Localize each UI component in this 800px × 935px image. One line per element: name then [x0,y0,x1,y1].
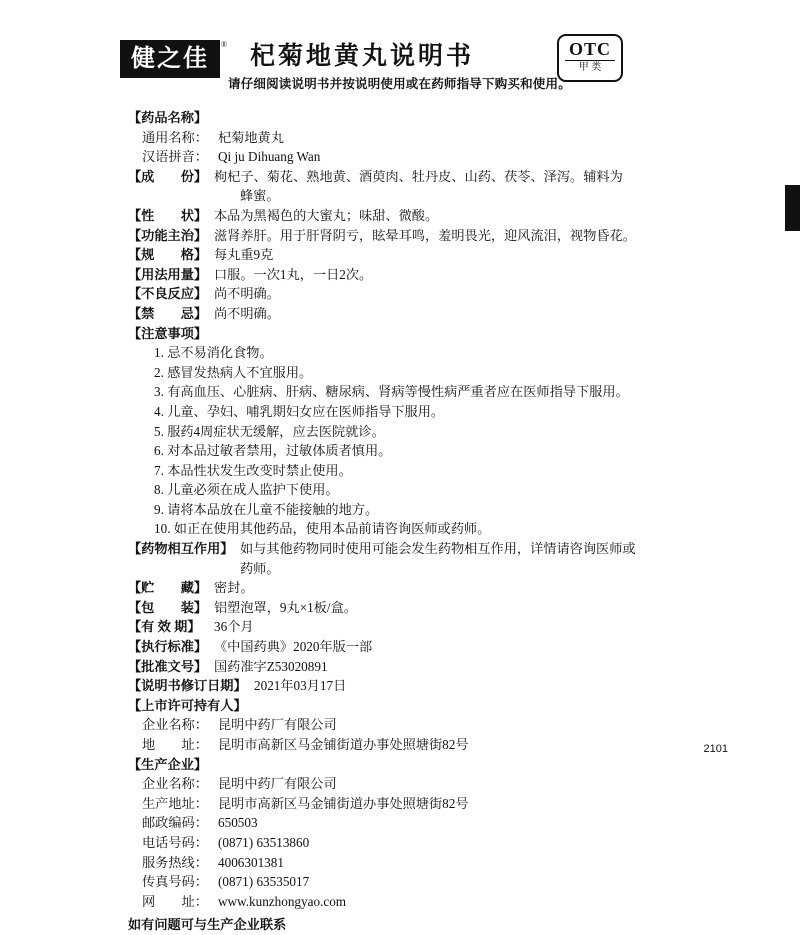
otc-badge-label: OTC [568,39,611,59]
common-name-value: 杞菊地黄丸 [218,129,284,145]
mah-label: 【上市许可持有人】 [128,697,247,713]
mah-company-value: 昆明中药厂有限公司 [218,717,337,733]
document-subtitle: 请仔细阅读说明书并按说明使用或在药师指导下购买和使用。 [228,77,571,91]
validity-value: 36个月 [214,619,254,635]
specification-label: 【规 格】 [128,247,208,263]
precaution-item: 2. 感冒发热病人不宜服用。 [154,364,313,380]
mah-company-label: 企业名称： [142,717,208,733]
package-label: 【包 装】 [128,599,208,615]
adverse-reactions-label: 【不良反应】 [128,286,208,302]
section-adverse-reactions [128,284,688,304]
indications-value: 滋肾养肝。用于肝肾阴亏，眩晕耳鸣，羞明畏光，迎风流泪，视物昏花。 [214,227,636,243]
field-mah-company [128,715,688,735]
drug-interactions-value: 如与其他药物同时使用可能会发生药物相互作用，详情请咨询医师或 [240,541,636,557]
adverse-reactions-value: 尚不明确。 [214,286,280,302]
section-mah [128,696,688,716]
drug-interactions-value-continued: 药师。 [240,560,280,576]
section-ingredients [128,167,688,187]
section-contraindications [128,304,688,324]
package-value: 铝塑泡罩，9丸×1板/盒。 [214,599,357,615]
mfr-address-label: 生产地址： [142,795,208,811]
mfr-address-value: 昆明市高新区马金铺街道办事处照塘街82号 [218,795,469,811]
dosage-value: 口服。一次1丸，一日2次。 [214,266,373,282]
pinyin-value: Qi ju Dihuang Wan [218,149,321,165]
section-manufacturer [128,755,688,775]
field-pinyin [128,147,688,167]
precautions-label: 【注意事项】 [128,325,208,341]
otc-badge [557,34,623,82]
field-hotline [128,853,688,873]
mah-address-label: 地 址： [142,737,208,752]
storage-value: 密封。 [214,580,254,596]
section-properties [128,206,688,226]
field-common-name [128,128,688,148]
section-drug-interactions [128,539,688,559]
field-mfr-address [128,794,688,814]
revision-date-label: 【说明书修订日期】 [128,678,247,694]
website-value: www.kunzhongyao.com [218,893,347,909]
website-label: 网 址： [142,893,208,909]
section-approval-number [128,657,688,677]
ingredients-label: 【成 份】 [128,168,208,184]
dosage-label: 【用法用量】 [128,266,208,282]
mfr-company-label: 企业名称： [142,776,208,792]
manufacturer-label: 【生产企业】 [128,756,208,772]
section-indications [128,226,688,246]
drug-name-label: 【药品名称】 [128,110,208,125]
brand-logo: 健之佳 [120,40,220,78]
approval-number-value: 国药准字Z53020891 [214,658,328,674]
field-mah-address [128,735,688,755]
properties-label: 【性 状】 [128,207,208,223]
ingredients-value-continued: 蜂蜜。 [240,188,280,204]
document-header [120,38,690,96]
section-precautions [128,324,688,344]
precaution-item: 4. 儿童、孕妇、哺乳期妇女应在医师指导下服用。 [154,403,445,419]
field-mfr-company [128,774,688,794]
indications-label: 【功能主治】 [128,227,208,243]
print-registration-mark [785,185,800,231]
section-revision-date [128,676,688,696]
leaflet-content [128,108,688,935]
ingredients-value: 枸杞子、菊花、熟地黄、酒萸肉、牡丹皮、山药、茯苓、泽泻。辅料为 [214,168,623,184]
pinyin-label: 汉语拼音： [142,149,208,165]
contraindications-label: 【禁 忌】 [128,305,208,321]
common-name-label: 通用名称： [142,129,208,145]
hotline-value: 4006301381 [218,854,284,870]
footer-note: 如有问题可与生产企业联系 [128,917,287,933]
specification-value: 每丸重9克 [214,247,274,263]
mah-address-value: 昆明市高新区马金铺街道办事处照塘街82号 [218,737,469,752]
precaution-item: 6. 对本品过敏者禁用，过敏体质者慎用。 [154,443,392,459]
field-website [128,892,688,912]
phone-label: 电话号码： [142,834,208,850]
storage-label: 【贮 藏】 [128,580,208,596]
standard-value: 《中国药典》2020年版一部 [214,639,373,655]
hotline-label: 服务热线： [142,854,208,870]
contraindications-value: 尚不明确。 [214,305,280,321]
postcode-value: 650503 [218,815,258,831]
standard-label: 【执行标准】 [128,639,208,655]
postcode-label: 邮政编码： [142,815,208,831]
section-drug-name [128,108,688,128]
section-dosage [128,265,688,285]
precaution-item: 9. 请将本品放在儿童不能接触的地方。 [154,501,379,517]
precaution-item: 3. 有高血压、心脏病、肝病、糖尿病、肾病等慢性病严重者应在医师指导下服用。 [154,384,629,400]
fax-label: 传真号码： [142,874,208,890]
field-fax [128,872,688,892]
precaution-item: 5. 服药4周症状无缓解，应去医院就诊。 [154,423,385,439]
validity-label: 【有 效 期】 [128,619,201,635]
phone-value: (0871) 63513860 [218,834,310,850]
section-package [128,598,688,618]
field-phone [128,833,688,853]
page-code: 2101 [703,743,728,755]
section-standard [128,637,688,657]
otc-class-label: 甲 类 [565,60,615,74]
approval-number-label: 【批准文号】 [128,658,208,674]
properties-value: 本品为黑褐色的大蜜丸；味甜、微酸。 [214,207,439,223]
precaution-item: 10. 如正在使用其他药品，使用本品前请咨询医师或药师。 [154,521,491,537]
section-specification [128,245,688,265]
drug-interactions-label: 【药物相互作用】 [128,541,234,557]
precaution-item: 8. 儿童必须在成人监护下使用。 [154,482,339,498]
section-storage [128,578,688,598]
page-title: 杞菊地黄丸说明书 [250,43,475,70]
mfr-company-value: 昆明中药厂有限公司 [218,776,337,792]
section-validity [128,617,688,637]
revision-date-value: 2021年03月17日 [254,678,347,694]
registered-trademark-icon: ® [221,40,228,49]
field-postcode [128,813,688,833]
precaution-item: 1. 忌不易消化食物。 [154,345,273,361]
precaution-item: 7. 本品性状发生改变时禁止使用。 [154,462,352,478]
fax-value: (0871) 63535017 [218,874,310,890]
